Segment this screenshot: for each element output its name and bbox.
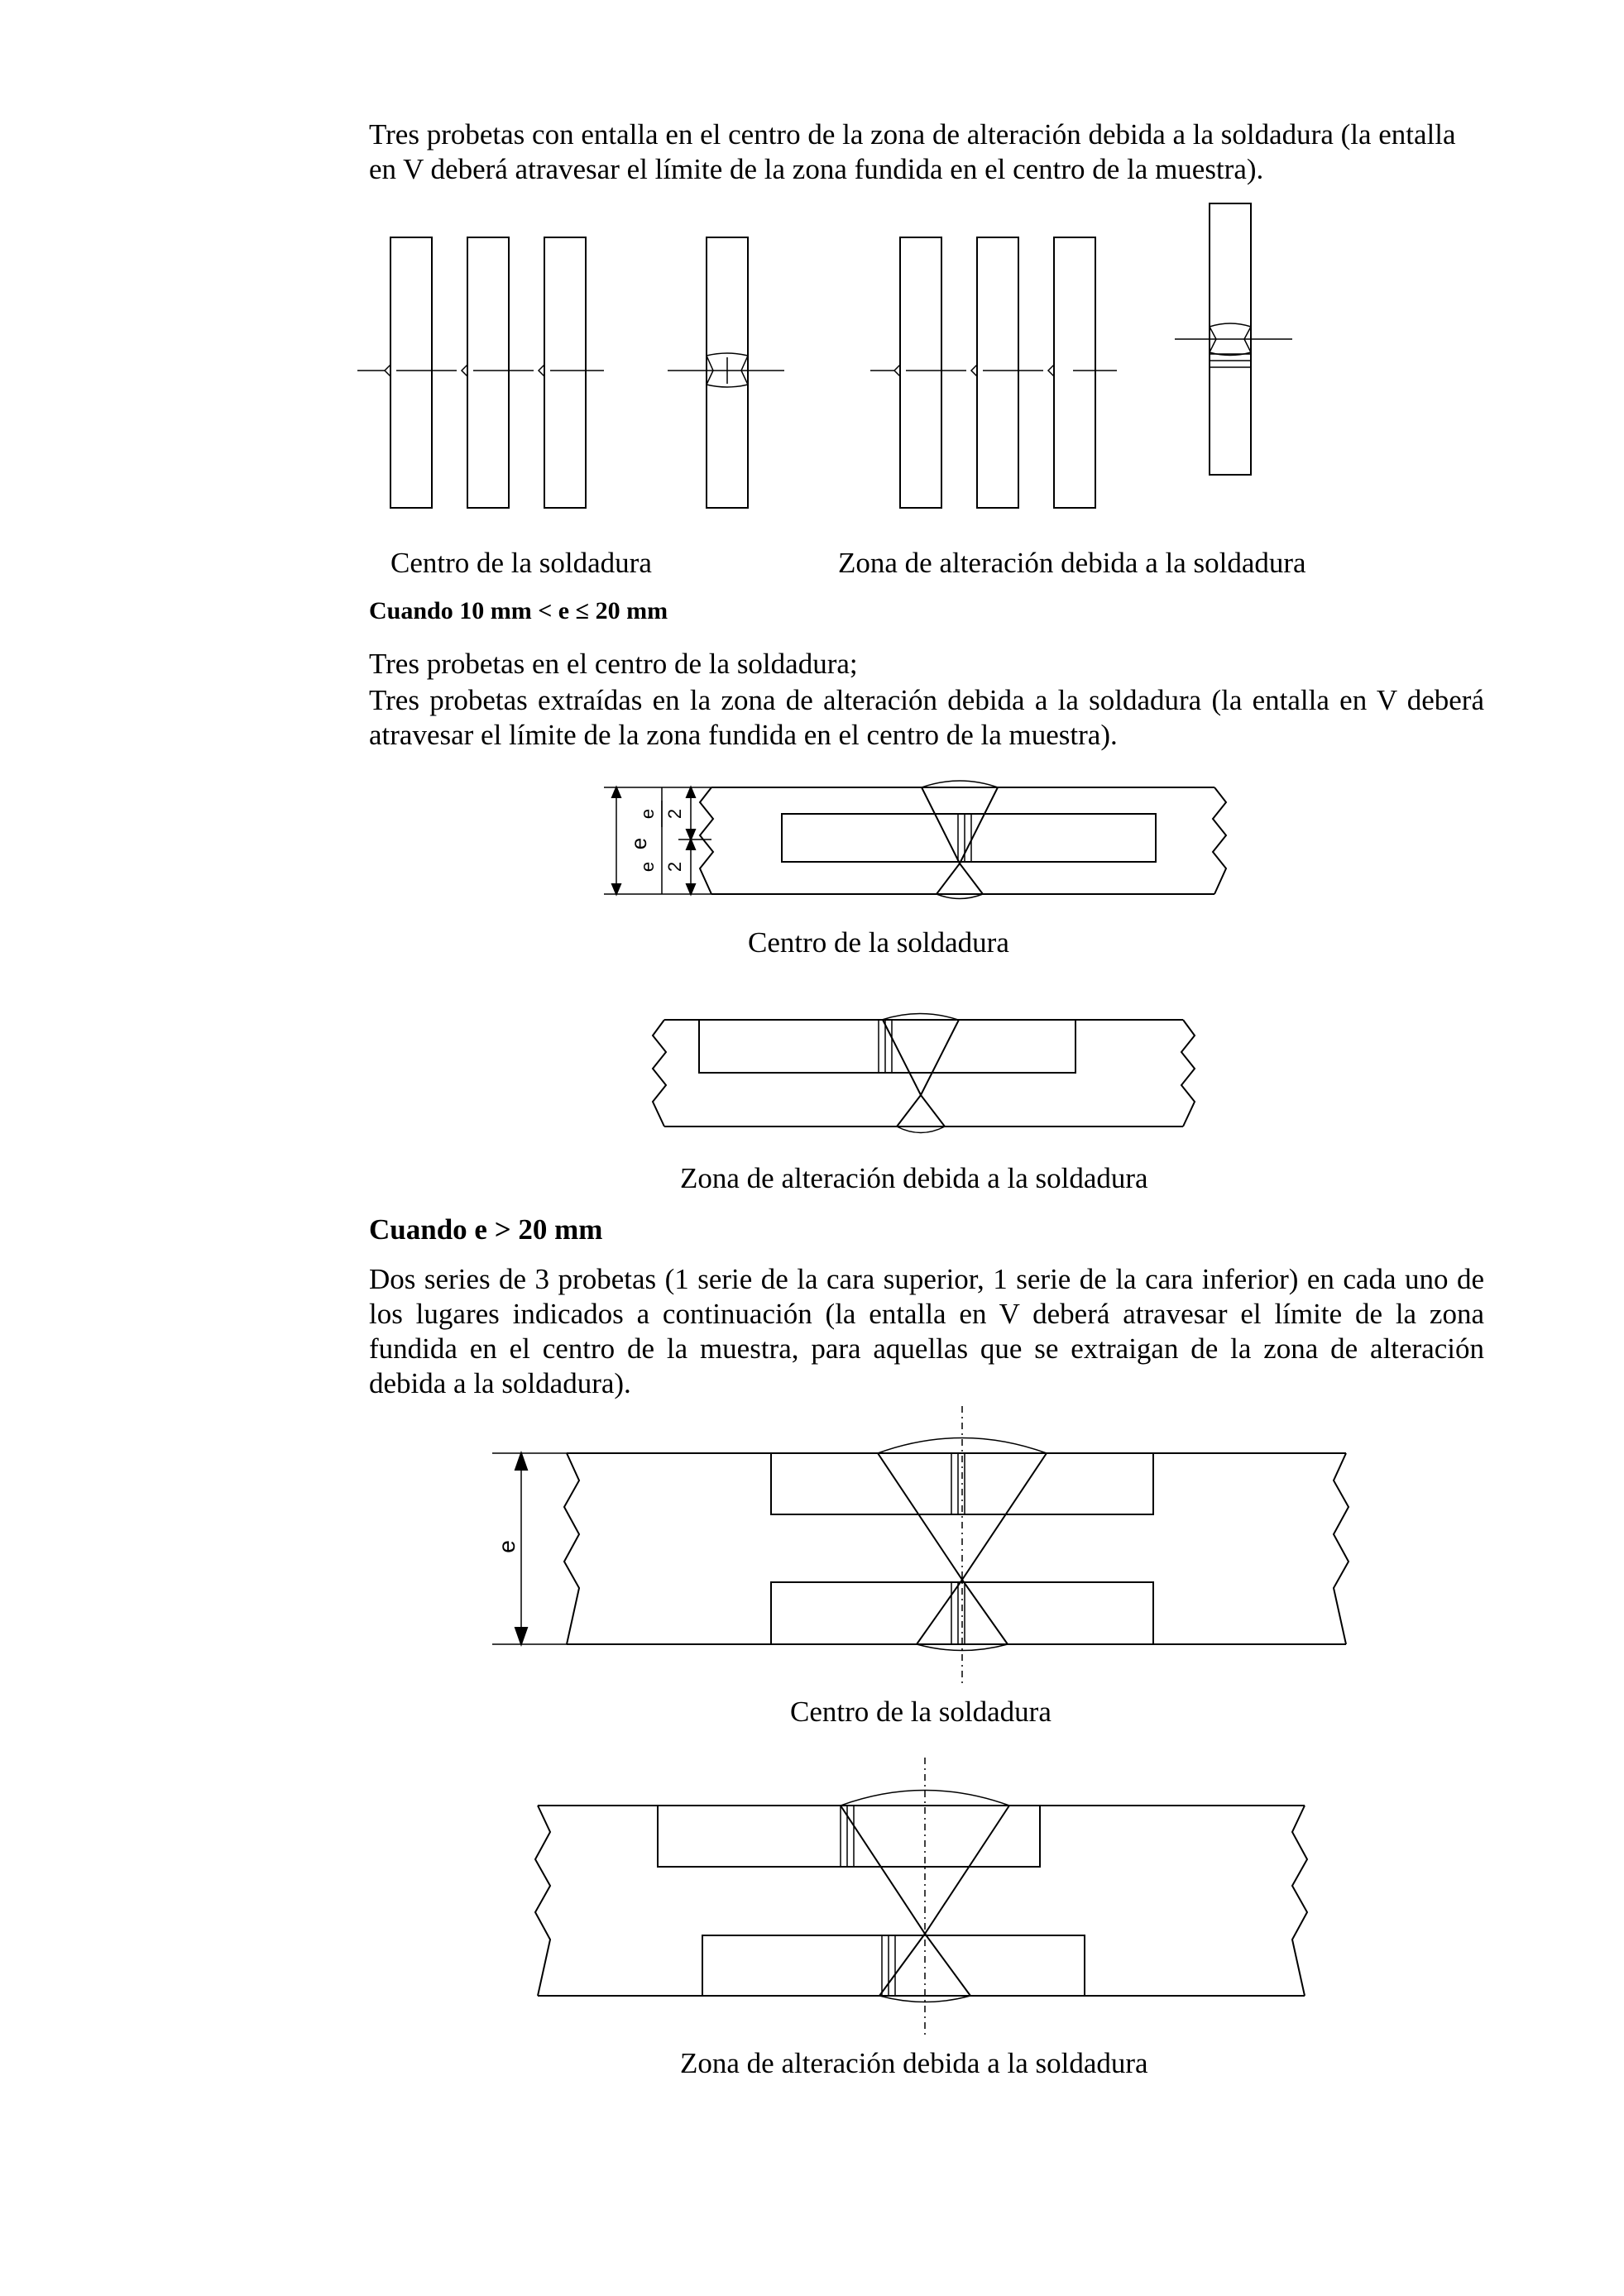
dim-e-label-gt20: e [494, 1540, 520, 1553]
section-gt20-paragraph: Dos series de 3 probetas (1 serie de la cara superior, 1 serie de la cara inferior) en cada uno de los lugares indicados a continuación (la entalla en V deberá atravesar el límite de la zona fundida en el centro de la muestra, para aquellas que se extraigan de la zona de alteración debida a la soldadura). [369, 1263, 1484, 1399]
figure-gt20-center-caption: Centro de la soldadura [790, 1696, 1052, 1728]
section-heading-gt20: Cuando e > 20 mm [369, 1213, 603, 1246]
figure-10-20-center-caption: Centro de la soldadura [748, 926, 1009, 959]
figure1-caption-right: Zona de alteración debida a la soldadura [838, 547, 1306, 579]
figure-gt20-haz-caption: Zona de alteración debida a la soldadura [680, 2047, 1148, 2079]
section-10-20-line1: Tres probetas en el centro de la soldadura; [369, 648, 858, 680]
dim-half-num-bottom: e [637, 861, 658, 873]
dim-half-den-top: 2 [664, 808, 685, 820]
section-10-20-line2: Tres probetas extraídas en la zona de alteración debida a la soldadura (la entalla en V deberá atravesar el límite de la zona fundida en el centro de la muestra). [369, 684, 1484, 751]
section-heading-10-20: Cuando 10 mm < e ≤ 20 mm [369, 597, 668, 624]
dim-e-label: e [626, 837, 651, 850]
dim-half-den-bottom: 2 [664, 861, 685, 873]
intro-paragraph: Tres probetas con entalla en el centro de la zona de alteración debida a la soldadura (la entalla en V deberá atravesar el límite de la zona fundida en el centro de la muestra). [369, 118, 1456, 185]
figure1-caption-left: Centro de la soldadura [390, 547, 652, 579]
dim-half-num-top: e [637, 808, 658, 820]
figure-10-20-haz-caption: Zona de alteración debida a la soldadura [680, 1162, 1148, 1194]
